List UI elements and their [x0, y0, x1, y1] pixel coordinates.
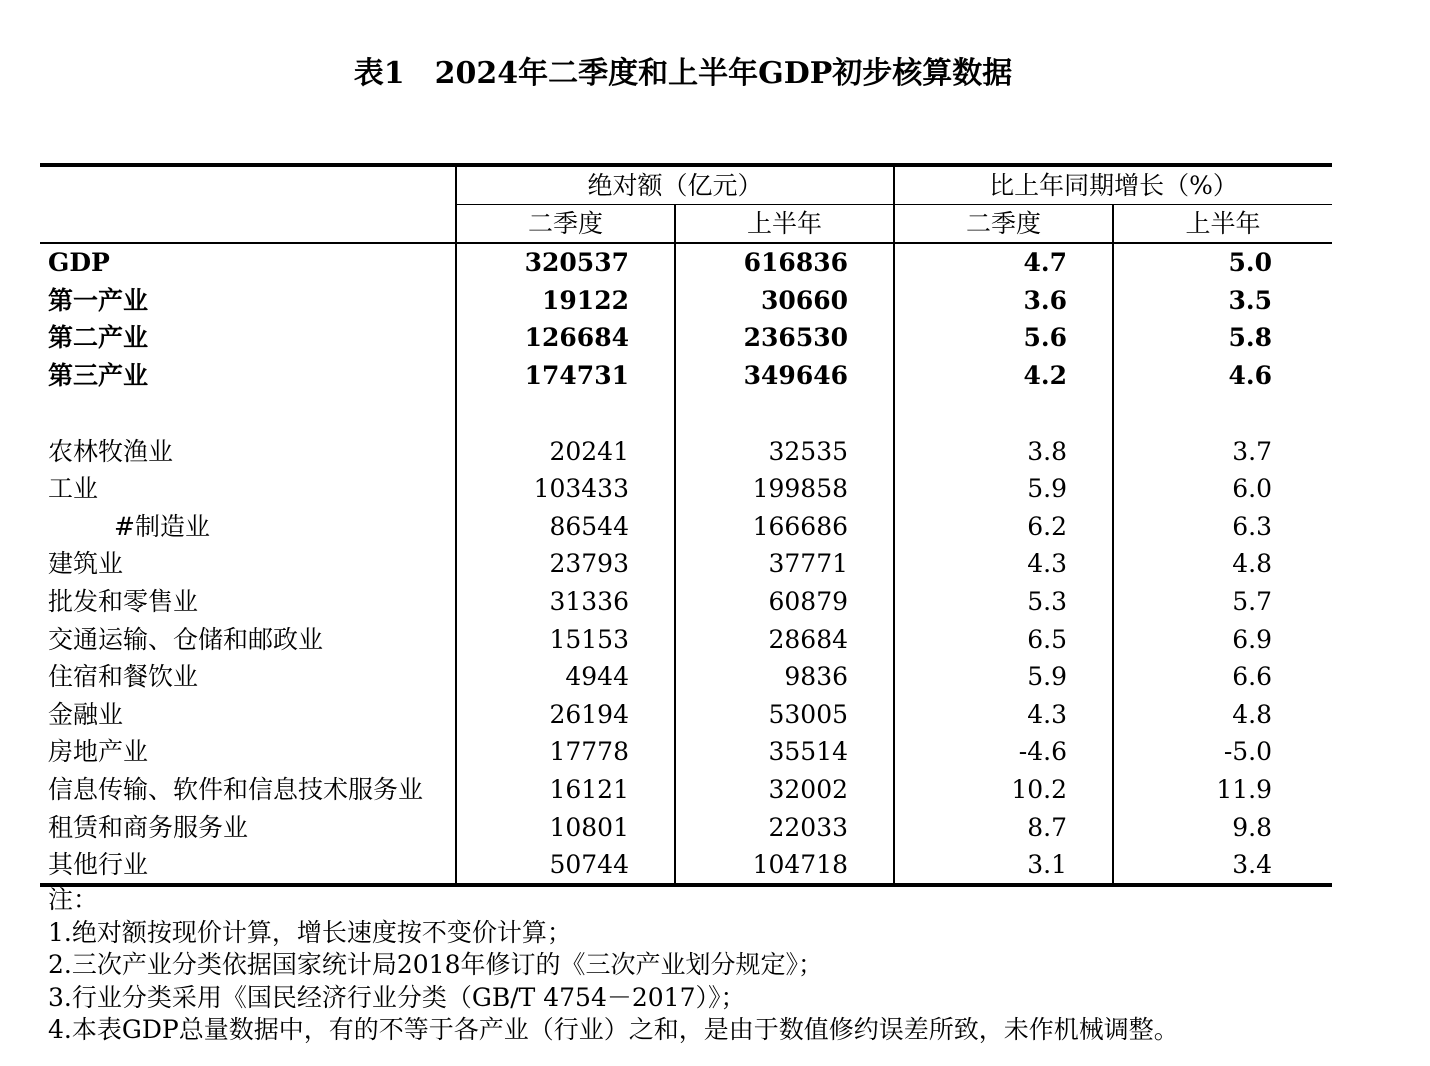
h1-growth-cell: 4.6 — [1113, 357, 1332, 395]
table-row — [40, 846, 1332, 885]
q2-growth-cell: 3.6 — [894, 282, 1113, 320]
row-label: 第二产业 — [48, 323, 149, 353]
table-row — [40, 696, 1332, 734]
h1-growth-cell: 6.6 — [1113, 658, 1332, 696]
h1-abs-cell: 349646 — [675, 357, 894, 395]
h1-abs-cell: 60879 — [675, 583, 894, 621]
table-row — [40, 808, 1332, 846]
table-title: 表1 2024年二季度和上半年GDP初步核算数据 — [353, 56, 1013, 91]
q2-growth-cell: 5.9 — [894, 658, 1113, 696]
h1-abs-cell: 199858 — [675, 470, 894, 508]
table-row — [40, 319, 1332, 357]
table-row — [40, 771, 1332, 809]
row-header-blank — [40, 165, 456, 243]
notes-heading: 注： — [48, 885, 99, 914]
row-label: #制造业 — [114, 511, 210, 541]
row-label: 房地产业 — [48, 737, 149, 767]
growth-rate-header: 比上年同期增长（%） — [894, 165, 1332, 205]
h1-abs-cell: 236530 — [675, 319, 894, 357]
table-row — [40, 583, 1332, 621]
h1-growth-cell: 5.0 — [1113, 243, 1332, 282]
h1-growth-cell: 3.4 — [1113, 846, 1332, 885]
q2-abs-cell: 17778 — [456, 733, 675, 771]
row-label: 第一产业 — [48, 285, 149, 315]
row-label: 住宿和餐饮业 — [48, 662, 199, 692]
q2-growth-cell: 5.6 — [894, 319, 1113, 357]
row-label: 信息传输、软件和信息技术服务业 — [48, 775, 424, 805]
h1-abs-cell: 22033 — [675, 808, 894, 846]
q2-abs-cell: 19122 — [456, 282, 675, 320]
note-item: 1.绝对额按现价计算，增长速度按不变价计算； — [48, 917, 572, 947]
row-label: 金融业 — [48, 699, 124, 729]
row-label: 农林牧渔业 — [48, 436, 174, 466]
h1-abs-cell: 30660 — [675, 282, 894, 320]
q2-growth-cell: 5.3 — [894, 583, 1113, 621]
table-row — [40, 658, 1332, 696]
q2-growth-cell: 5.9 — [894, 470, 1113, 508]
table-row — [40, 545, 1332, 583]
row-label: 租赁和商务服务业 — [48, 812, 249, 842]
table-row — [40, 470, 1332, 508]
h1-growth-cell: 4.8 — [1113, 545, 1332, 583]
absolute-amount-header: 绝对额（亿元） — [456, 165, 894, 205]
row-label: 第三产业 — [48, 361, 149, 391]
q2-abs-cell: 20241 — [456, 432, 675, 470]
q2-growth-cell: 4.2 — [894, 357, 1113, 395]
q2-growth-cell: -4.6 — [894, 733, 1113, 771]
q2-growth-cell: 8.7 — [894, 808, 1113, 846]
h1-growth-cell: 3.7 — [1113, 432, 1332, 470]
note-item: 4.本表GDP总量数据中，有的不等于各产业（行业）之和，是由于数值修约误差所致，未作机械调整。 — [48, 1015, 1179, 1044]
q2-abs-cell: 31336 — [456, 583, 675, 621]
q2-abs-cell: 10801 — [456, 808, 675, 846]
abs-h1-header: 上半年 — [675, 205, 894, 244]
h1-abs-cell: 32002 — [675, 771, 894, 809]
spacer-row — [40, 394, 1332, 432]
q2-growth-cell: 4.3 — [894, 545, 1113, 583]
h1-growth-cell: 5.7 — [1113, 583, 1332, 621]
table-row — [40, 733, 1332, 771]
q2-abs-cell: 174731 — [456, 357, 675, 395]
q2-growth-cell: 4.7 — [894, 243, 1113, 282]
h1-abs-cell: 37771 — [675, 545, 894, 583]
note-item: 2.三次产业分类依据国家统计局2018年修订的《三次产业划分规定》； — [48, 950, 823, 979]
h1-growth-cell: 5.8 — [1113, 319, 1332, 357]
row-label: 交通运输、仓储和邮政业 — [48, 624, 324, 654]
notes-section — [48, 884, 1179, 1047]
q2-growth-cell: 10.2 — [894, 771, 1113, 809]
table-row — [40, 243, 1332, 282]
h1-abs-cell: 35514 — [675, 733, 894, 771]
gdp-table — [40, 163, 1332, 887]
row-label: 其他行业 — [40, 846, 456, 885]
q2-growth-cell: 3.1 — [894, 846, 1113, 885]
q2-abs-cell: 23793 — [456, 545, 675, 583]
table-row — [40, 508, 1332, 546]
row-label: GDP — [48, 248, 110, 278]
h1-growth-cell: 3.5 — [1113, 282, 1332, 320]
q2-abs-cell: 26194 — [456, 696, 675, 734]
row-label: 批发和零售业 — [48, 587, 199, 617]
q2-abs-cell: 86544 — [456, 508, 675, 546]
table-row — [40, 282, 1332, 320]
q2-abs-cell: 15153 — [456, 620, 675, 658]
abs-q2-header: 二季度 — [456, 205, 675, 244]
q2-growth-cell: 6.5 — [894, 620, 1113, 658]
table-row — [40, 357, 1332, 395]
q2-abs-cell: 4944 — [456, 658, 675, 696]
table-row — [40, 432, 1332, 470]
h1-growth-cell: 9.8 — [1113, 808, 1332, 846]
h1-growth-cell: -5.0 — [1113, 733, 1332, 771]
h1-abs-cell: 616836 — [675, 243, 894, 282]
note-item: 3.行业分类采用《国民经济行业分类（GB/T 4754－2017）》； — [48, 982, 746, 1012]
q2-growth-cell: 3.8 — [894, 432, 1113, 470]
q2-abs-cell: 16121 — [456, 771, 675, 809]
h1-abs-cell: 166686 — [675, 508, 894, 546]
growth-q2-header: 二季度 — [894, 205, 1113, 244]
growth-h1-header: 上半年 — [1113, 205, 1332, 244]
q2-abs-cell: 320537 — [456, 243, 675, 282]
h1-abs-cell: 53005 — [675, 696, 894, 734]
h1-growth-cell: 6.9 — [1113, 620, 1332, 658]
h1-abs-cell: 104718 — [675, 846, 894, 885]
row-label: 建筑业 — [48, 549, 124, 579]
h1-abs-cell: 28684 — [675, 620, 894, 658]
q2-abs-cell: 50744 — [456, 846, 675, 885]
h1-abs-cell: 9836 — [675, 658, 894, 696]
h1-growth-cell: 4.8 — [1113, 696, 1332, 734]
row-label: 工业 — [48, 474, 99, 504]
table-row — [40, 620, 1332, 658]
q2-abs-cell: 103433 — [456, 470, 675, 508]
q2-growth-cell: 4.3 — [894, 696, 1113, 734]
q2-abs-cell: 126684 — [456, 319, 675, 357]
h1-abs-cell: 32535 — [675, 432, 894, 470]
h1-growth-cell: 6.3 — [1113, 508, 1332, 546]
h1-growth-cell: 6.0 — [1113, 470, 1332, 508]
h1-growth-cell: 11.9 — [1113, 771, 1332, 809]
q2-growth-cell: 6.2 — [894, 508, 1113, 546]
